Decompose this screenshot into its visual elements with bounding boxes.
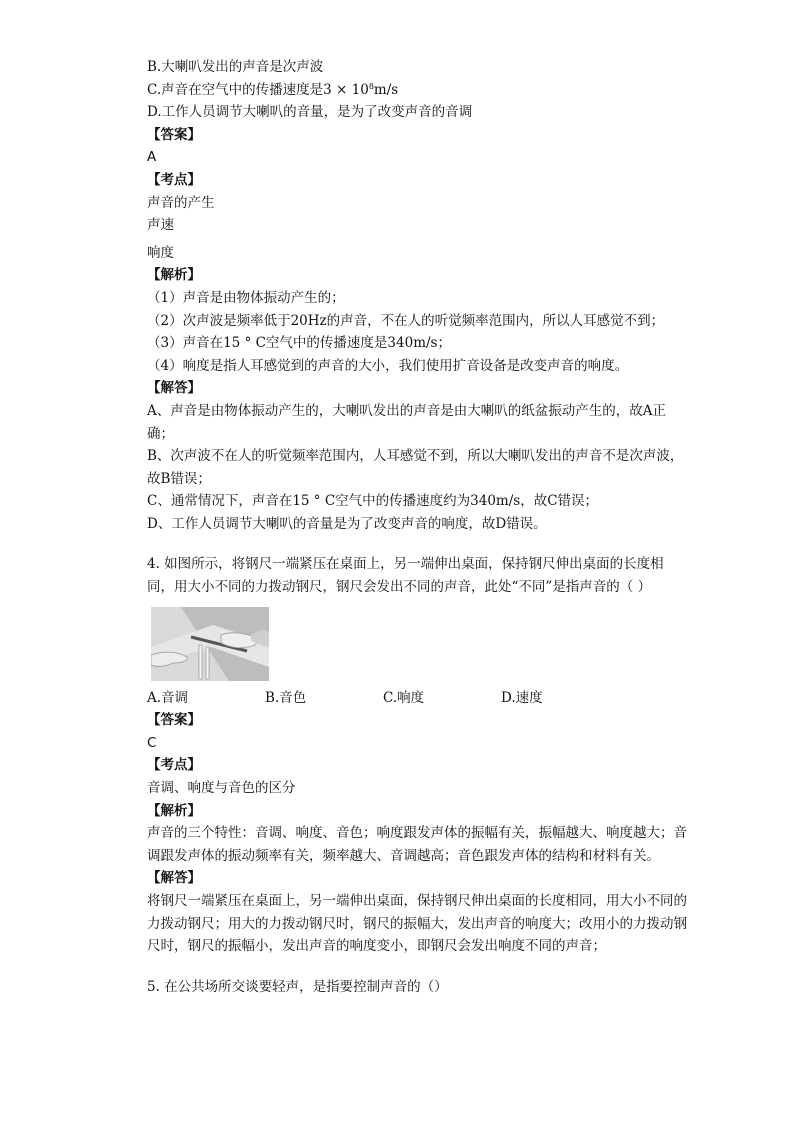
- jieda-header: 【解答】: [147, 380, 201, 397]
- kaodian-header: 【考点】: [147, 757, 201, 774]
- jieda-item: A、声音是由物体振动产生的，大喇叭发出的声音是由大喇叭的纸盆振动产生的，故A正确；: [147, 402, 666, 442]
- ruler-hand-illustration: [151, 607, 269, 681]
- jieda-item: C、通常情况下，声音在15 ° C空气中的传播速度约为340m/s，故C错误；: [147, 493, 599, 510]
- kaodian-item: 声音的产生: [147, 194, 215, 211]
- option-b: B.大喇叭发出的声音是次声波: [147, 59, 324, 75]
- option-d: D.速度: [501, 689, 543, 706]
- jieda-item: B、次声波不在人的听觉频率范围内，人耳感觉不到，所以大喇叭发出的声音不是次声波，故B错误；: [147, 448, 684, 487]
- jieda-text: 将钢尺一端紧压在桌面上，另一端伸出桌面，保持钢尺伸出桌面的长度相同，用大小不同的力拨动钢尺；用大的力拨动钢尺时，钢尺的振幅大，发出声音的响度大；改用小的力拨动钢尺时，钢尺的振幅小，发出声音的响度变小，即钢尺会发出响度不同的声音；: [147, 893, 687, 955]
- option-b: B.音色: [265, 689, 307, 706]
- kaodian-header: 【考点】: [147, 171, 201, 188]
- jiexi-text: 声音的三个特性：音调、响度、音色；响度跟发声体的振幅有关，振幅越大、响度越大；音调跟发声体的振动频率有关，频率越大、音调越高；音色跟发声体的结构和材料有关。: [147, 825, 687, 864]
- kaodian-item: 响度: [147, 244, 174, 261]
- jiexi-item: （2）次声波是频率低于20Hz的声音，不在人的听觉频率范围内，所以人耳感觉不到；: [147, 312, 665, 329]
- kaodian-item: 声速: [147, 217, 174, 234]
- question-4-options: [147, 687, 687, 710]
- option-c-text: C.声音在空气中的传播速度是: [147, 81, 324, 98]
- jieda-header: 【解答】: [147, 870, 201, 887]
- speed-value: 3 × 10: [323, 81, 369, 98]
- jiexi-item: （1）声音是由物体振动产生的；: [147, 289, 345, 306]
- question-4-stem: 4. 如图所示，将钢尺一端紧压在桌面上，另一端伸出桌面，保持钢尺伸出桌面的长度相同，用大小不同的力拨动钢尺，钢尺会发出不同的声音，此处“不同”是指声音的（ ）: [147, 556, 664, 596]
- steel-ruler-figure: [151, 607, 269, 681]
- option-c: C.响度: [383, 689, 425, 706]
- option-d: D.工作人员调节大喇叭的音量，是为了改变声音的音调: [147, 104, 473, 121]
- jiexi-item: （4）响度是指人耳感觉到的声音的大小，我们使用扩音设备是改变声音的响度。: [147, 357, 629, 374]
- answer-value: C: [147, 734, 157, 751]
- kaodian-item: 音调、响度与音色的区分: [147, 780, 296, 797]
- jiexi-header: 【解析】: [147, 802, 201, 819]
- answer-header: 【答案】: [147, 126, 201, 143]
- speed-exponent: 8: [368, 81, 374, 91]
- answer-header: 【答案】: [147, 712, 201, 729]
- question-5-stem: 5. 在公共场所交谈要轻声，是指要控制声音的（）: [147, 978, 448, 995]
- jiexi-header: 【解析】: [147, 267, 201, 284]
- jieda-item: D、工作人员调节大喇叭的音量是为了改变声音的响度，故D错误。: [147, 515, 547, 532]
- option-c: [147, 79, 687, 102]
- answer-value: A: [147, 149, 157, 166]
- document-page: [147, 56, 687, 998]
- jiexi-item: （3）声音在15 ° C空气中的传播速度是340m/s；: [147, 335, 451, 352]
- option-a: A.音调: [147, 689, 189, 706]
- speed-unit: m/s: [373, 81, 399, 98]
